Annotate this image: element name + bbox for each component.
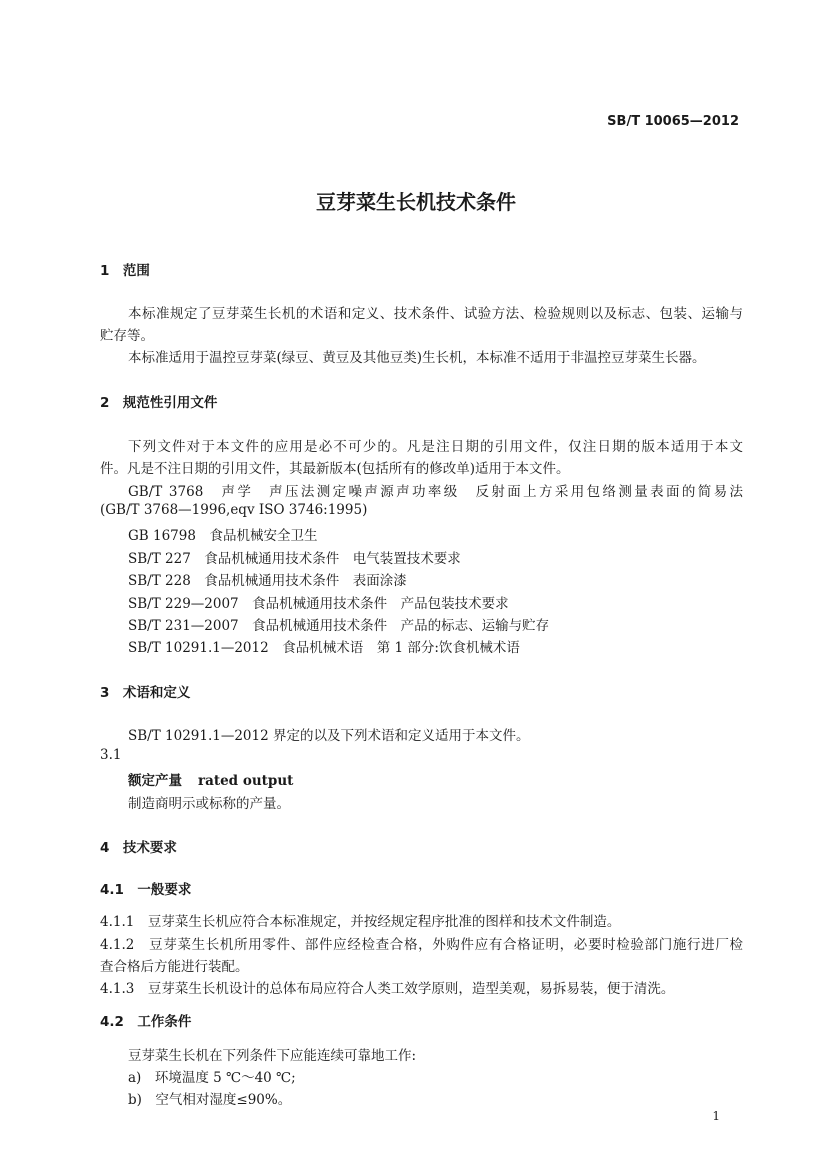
condition-item: b) 空气相对湿度≤90%。 [128,1092,292,1108]
page-number: 1 [712,1109,720,1123]
reference-item-continuation: (GB/T 3768—1996,eqv ISO 3746:1995) [100,502,368,518]
reference-item: SB/T 10291.1—2012 食品机械术语 第 1 部分:饮食机械术语 [128,640,520,656]
section-1-para-2: 本标准适用于温控豆芽菜(绿豆、黄豆及其他豆类)生长机，本标准不适用于非温控豆芽菜生长器。 [128,350,706,366]
section-1-para-1-line-2: 贮存等。 [100,328,154,344]
term-title [128,769,293,789]
section-1-para-1-line-1: 本标准规定了豆芽菜生长机的术语和定义、技术条件、试验方法、检验规则以及标志、包装、运输与 [128,306,743,322]
section-3-intro: SB/T 10291.1—2012 界定的以及下列术语和定义适用于本文件。 [128,728,530,744]
reference-item: SB/T 228 食品机械通用技术条件 表面涂漆 [128,573,407,589]
condition-item: a) 环境温度 5 ℃～40 ℃; [128,1070,296,1086]
section-2-heading: 2 规范性引用文件 [100,395,218,411]
term-number: 3.1 [100,747,122,763]
section-2-intro-line-2: 件。凡是不注日期的引用文件，其最新版本(包括所有的修改单)适用于本文件。 [100,461,570,477]
term-english: rated output [198,773,294,789]
section-4-heading: 4 技术要求 [100,840,177,856]
document-number: SB/T 10065—2012 [607,114,739,129]
clause-4-1-2-line-1: 4.1.2 豆芽菜生长机所用零件、部件应经检查合格，外购件应有合格证明，必要时检验部门施行进厂检 [100,937,743,953]
reference-item: SB/T 231—2007 食品机械通用技术条件 产品的标志、运输与贮存 [128,618,550,634]
term-definition: 制造商明示或标称的产量。 [128,796,290,812]
section-3-heading: 3 术语和定义 [100,685,191,701]
document-title: 豆芽菜生长机技术条件 [316,190,516,214]
reference-item: GB/T 3768 声学 声压法测定噪声源声功率级 反射面上方采用包络测量表面的简易法 [128,484,743,500]
term-chinese: 额定产量 [128,773,182,789]
clause-4-1-3: 4.1.3 豆芽菜生长机设计的总体布局应符合人类工效学原则，造型美观，易拆易装，便于清洗。 [100,981,675,997]
reference-item: SB/T 227 食品机械通用技术条件 电气装置技术要求 [128,551,461,567]
reference-item: GB 16798 食品机械安全卫生 [128,528,318,544]
section-4-2-heading: 4.2 工作条件 [100,1014,192,1030]
conditions-intro: 豆芽菜生长机在下列条件下应能连续可靠地工作: [128,1048,417,1064]
section-4-1-heading: 4.1 一般要求 [100,882,192,898]
section-1-heading: 1 范围 [100,263,150,279]
clause-4-1-2-line-2: 查合格后方能进行装配。 [100,959,249,975]
clause-4-1-1: 4.1.1 豆芽菜生长机应符合本标准规定，并按经规定程序批准的图样和技术文件制造。 [100,914,621,930]
section-2-intro-line-1: 下列文件对于本文件的应用是必不可少的。凡是注日期的引用文件，仅注日期的版本适用于本文 [128,439,743,455]
reference-item: SB/T 229—2007 食品机械通用技术条件 产品包装技术要求 [128,596,509,612]
